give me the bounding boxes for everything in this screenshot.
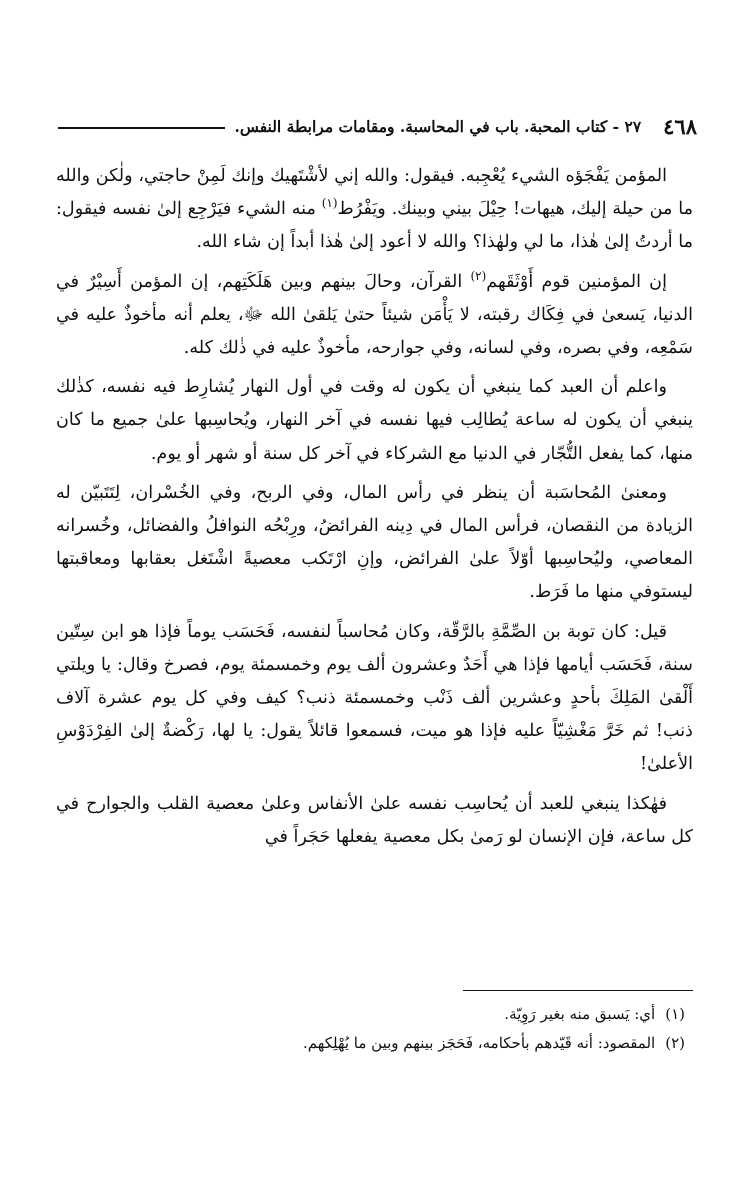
footnote-text: المقصود: أنه قَيّدهم بأحكامه، فَحَجَز بينهم وبين ما يُهْلِكهم. — [303, 1034, 656, 1052]
main-text — [56, 160, 693, 860]
footnote-separator — [463, 990, 693, 991]
paragraph-5: قيل: كان توبة بن الصِّمَّةِ بالرَّقّة، وكان مُحاسباً لنفسه، فَحَسَب يوماً فإذا هو ابن سِتّين سنة، فَحَسَب أيامها فإذا هي أَحَدٌ وعشرون ألف يوم وخمسمئة يوم، فصرخ وقال: يا ويلتي أَلْقىٰ المَلِكَ بأحدٍ وعشرين ألف ذَنْب وخمسمئة ذنب؟ كيف وفي كل يوم عشرة آلاف ذنب! ثم خَرَّ مَغْشِيّاً عليه فإذا هو ميت، فسمعوا قائلاً يقول: يا لها، رَكْضةٌ إلىٰ الفِرْدَوْسِ الأعلىٰ! — [56, 621, 693, 775]
footnote-ref-2: (٢) — [470, 268, 487, 283]
paragraph-3: واعلم أن العبد كما ينبغي أن يكون له وقت في أول النهار يُشارِط فيه نفسه، كذٰلك ينبغي أن يكون له ساعة يُطالِب فيها نفسه في آخر النهار، ويُحاسِبها علىٰ جميع ما كان منها، كما يفعل التُّجّار في الدنيا مع الشركاء في آخر كل سنة أو شهر أو يوم. — [56, 377, 693, 464]
header-rule — [58, 127, 225, 129]
paragraph-text: القرآن، وحالَ بينهم وبين هَلَكَتِهم، إن المؤمن أَسِيْرٌ في الدنيا، يَسعىٰ في فِكَاك رقبته، لا يَأْمَن شيئاً حتىٰ يَلقىٰ الله ﷻ، يعلم أنه مأخوذٌ عليه في سَمْعِه، وفي بصره، وفي لسانه، وفي جوارحه، مأخوذٌ عليه في ذٰلك كله. — [56, 271, 693, 359]
paragraph-text: منه الشيء فيَرْجِع إلىٰ نفسه فيقول: ما أردتُ إلىٰ هٰذا، ما لي ولهٰذا؟ والله لا أعود إلىٰ هٰذا أبداً إن شاء الله. — [56, 199, 693, 253]
footnote-number: (٢) — [665, 1034, 685, 1052]
paragraph-text: إن المؤمنين قوم أَوْثَقَهم — [486, 271, 667, 292]
footnote-1 — [56, 1000, 693, 1029]
paragraph-4: ومعنىٰ المُحاسَبة أن ينظر في رأس المال، وفي الربح، وفي الخُسْران، لِتَتَبيّن له الزيادة من النقصان، فرأس المال في دِينه الفرائضُ، ورِبْحُه النوافلُ والفضائل، وخُسرانه المعاصي، وليُحاسِبها أوّلاً علىٰ الفرائض، وإنِ ارْتَكب معصيةً اشْتَغل بعقابها ومعاقبتها ليستوفي منها ما فَرَط. — [56, 482, 693, 603]
paragraph-2 — [56, 266, 693, 366]
footnotes — [56, 1000, 693, 1058]
page-number: ٤٦٨ — [663, 113, 697, 139]
footnote-number: (١) — [665, 1005, 685, 1023]
footnote-text: أي: يَسبق منه بغير رَوِيّة. — [504, 1005, 656, 1023]
paragraph-1 — [56, 160, 693, 260]
footnote-2 — [56, 1029, 693, 1058]
footnote-ref-1: (١) — [321, 196, 338, 211]
paragraph-text: المؤمن يَفْجَؤه الشيء يُعْجِبه. فيقول: والله إني لأشْتَهيك وإنك لَمِنْ حاجتي، ولٰكن والله ما من حيلة إليك، هيهات! حِيْلَ بيني وبينك. ويَفْرُط — [56, 166, 693, 220]
running-title: ٢٧ - كتاب المحبة. باب في المحاسبة. ومقامات مرابطة النفس. — [234, 116, 642, 136]
page-header — [58, 112, 697, 140]
paragraph-6: فهٰكذا ينبغي للعبد أن يُحاسِب نفسه علىٰ الأنفاس وعلىٰ معصية القلب والجوارح في كل ساعة، فإن الإنسان لو رَمىٰ بكل معصية يفعلها حَجَراً في — [56, 793, 693, 847]
